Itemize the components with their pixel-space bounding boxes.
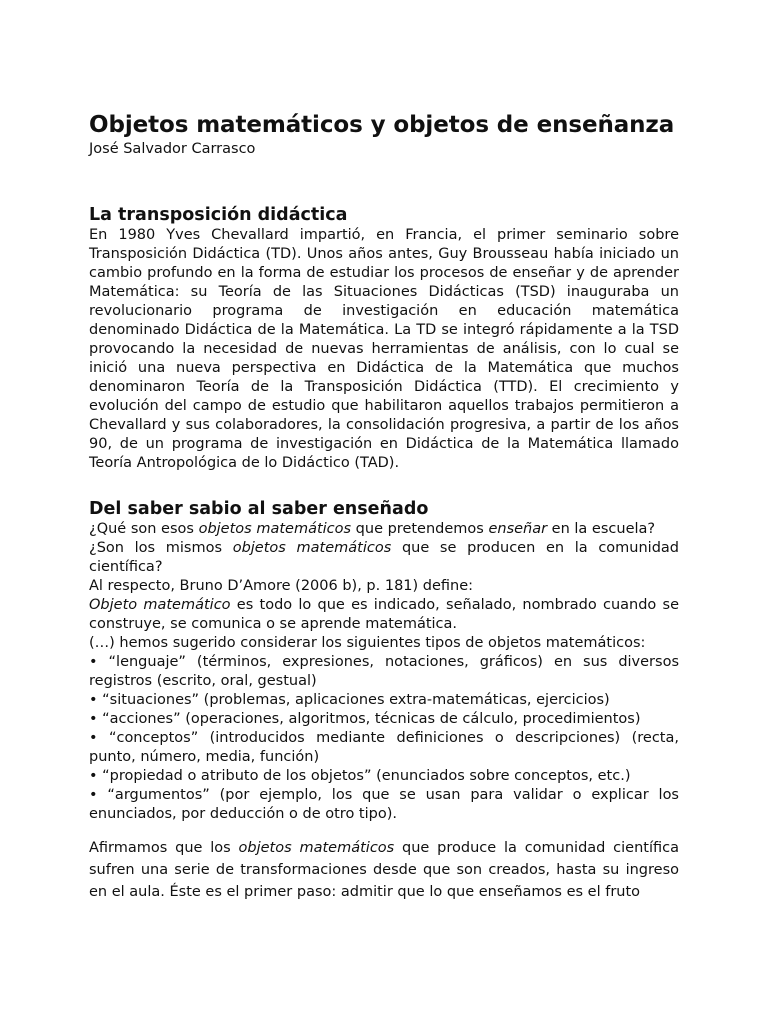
question-paragraph-1: ¿Qué son esos objetos matemáticos que pretendemos enseñar en la escuela?: [89, 521, 656, 537]
definition-paragraph: Objeto matemático es todo lo que es indicado, señalado, nombrado cuando se construye, se comunica o se aprende matemática.: [89, 597, 680, 632]
document-title: Objetos matemáticos y objetos de enseñanza: [89, 112, 675, 138]
list-item: • “lenguaje” (términos, expresiones, notaciones, gráficos) en sus diversos registros (escrito, oral, gestual): [89, 654, 679, 689]
closing-paragraph: Afirmamos que los objetos matemáticos que produce la comunidad científica sufren una serie de transformaciones desde que son creados, hasta su ingreso en el aula. Éste es el primer paso: admitir que lo que enseñamos es el fruto: [89, 840, 679, 900]
section-heading-transposicion: La transposición didáctica: [89, 205, 348, 225]
list-item: • “propiedad o atributo de los objetos” (enunciados sobre conceptos, etc.): [89, 768, 631, 784]
section-heading-saber: Del saber sabio al saber enseñado: [89, 499, 429, 519]
list-item: • “conceptos” (introducidos mediante definiciones o descripciones) (recta, punto, número, media, función): [89, 730, 679, 765]
author-name: José Salvador Carrasco: [89, 141, 256, 157]
list-item: • “situaciones” (problemas, aplicaciones extra-matemáticas, ejercicios): [89, 692, 610, 708]
section-transposicion-body: En 1980 Yves Chevallard impartió, en Francia, el primer seminario sobre Transposición Didáctica (TD). Unos años antes, Guy Brousseau había iniciado un cambio profundo en la forma de estudiar los procesos de enseñar y de aprender Matemática: su Teoría de las Situaciones Didácticas (TSD) inauguraba un revolucionario programa de investigación en educación matemática denominado Didáctica de la Matemática. La TD se integró rápidamente a la TSD provocando la necesidad de nuevas herramientas de análisis, con lo cual se inició una nueva perspectiva en Didáctica de la Matemática que muchos denominaron Teoría de la Transposición Didáctica (TTD). El crecimiento y evolución del campo de estudio que habilitaron aquellos trabajos permitieron a Chevallard y sus colaboradores, la consolidación progresiva, a partir de los años 90, de un programa de investigación en Didáctica de la Matemática llamado Teoría Antropológica de lo Didáctico (TAD).: [89, 227, 679, 471]
list-item: • “argumentos” (por ejemplo, los que se usan para validar o explicar los enunciados, por deducción o de otro tipo).: [89, 787, 679, 822]
list-item: • “acciones” (operaciones, algoritmos, técnicas de cálculo, procedimientos): [89, 711, 641, 727]
question-paragraph-2: ¿Son los mismos objetos matemáticos que se producen en la comunidad científica?: [89, 540, 679, 575]
types-intro: (…) hemos sugerido considerar los siguientes tipos de objetos matemáticos:: [89, 635, 646, 651]
reference-line: Al respecto, Bruno D’Amore (2006 b), p. 181) define:: [89, 578, 474, 594]
